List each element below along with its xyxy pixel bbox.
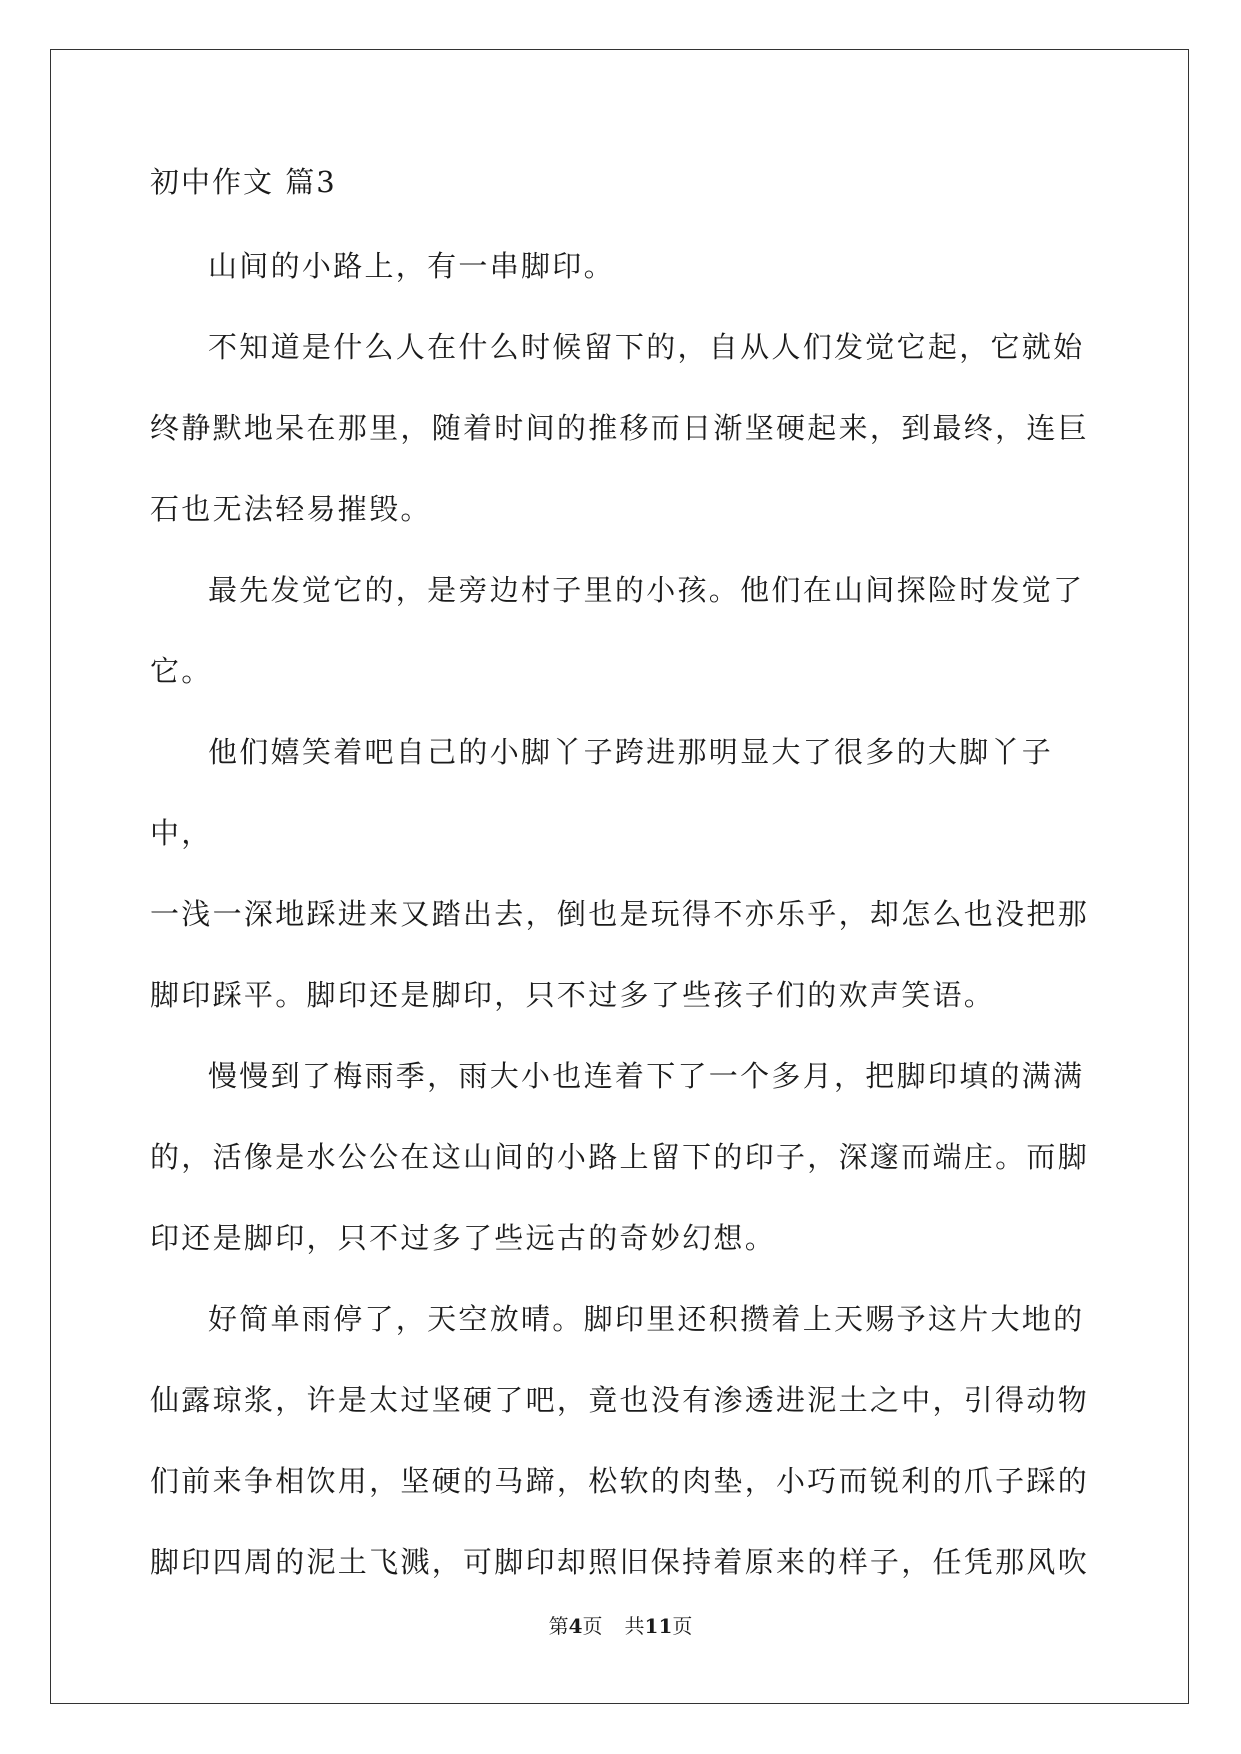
paragraph: 不知道是什么人在什么时候留下的，自从人们发觉它起，它就始 终静默地呆在那里，随着时间的推移而日渐坚硬起来，到最终，连巨 石也无法轻易摧毁。 xyxy=(150,330,1090,526)
total-prefix: 共 xyxy=(624,1614,645,1638)
total-pages-number: 11 xyxy=(644,1614,673,1638)
total-suffix: 页 xyxy=(672,1614,693,1638)
paragraph: 山间的小路上，有一串脚印。 xyxy=(208,249,615,283)
current-page-number: 4 xyxy=(568,1614,583,1638)
paragraph: 最先发觉它的，是旁边村子里的小孩。他们在山间探险时发觉了 它。 xyxy=(150,573,1085,688)
page-prefix: 第 xyxy=(548,1614,569,1638)
paragraph: 好简单雨停了，天空放晴。脚印里还积攒着上天赐予这片大地的 仙露琼浆，许是太过坚硬了吧，竟也没有渗透进泥土之中，引得动物 们前来争相饮用，坚硬的马蹄，松软的肉垫，小巧而锐利的爪子踩的 脚印四周的泥土飞溅，可脚印却照旧保持着原来的样子，任凭那风吹 xyxy=(150,1302,1090,1579)
document-title: 初中作文 篇3 xyxy=(150,165,337,199)
paragraph: 他们嬉笑着吧自己的小脚丫子跨进那明显大了很多的大脚丫子中， 一浅一深地踩进来又踏出去，倒也是玩得不亦乐乎，却怎么也没把那 脚印踩平。脚印还是脚印，只不过多了些孩子们的欢声笑语。 xyxy=(150,735,1090,1012)
paragraph: 慢慢到了梅雨季，雨大小也连着下了一个多月，把脚印填的满满 的，活像是水公公在这山间的小路上留下的印子，深邃而端庄。而脚 印还是脚印，只不过多了些远古的奇妙幻想。 xyxy=(150,1059,1090,1255)
document-body xyxy=(150,164,1090,1603)
page-footer xyxy=(0,1613,1241,1639)
page-suffix: 页 xyxy=(582,1614,603,1638)
